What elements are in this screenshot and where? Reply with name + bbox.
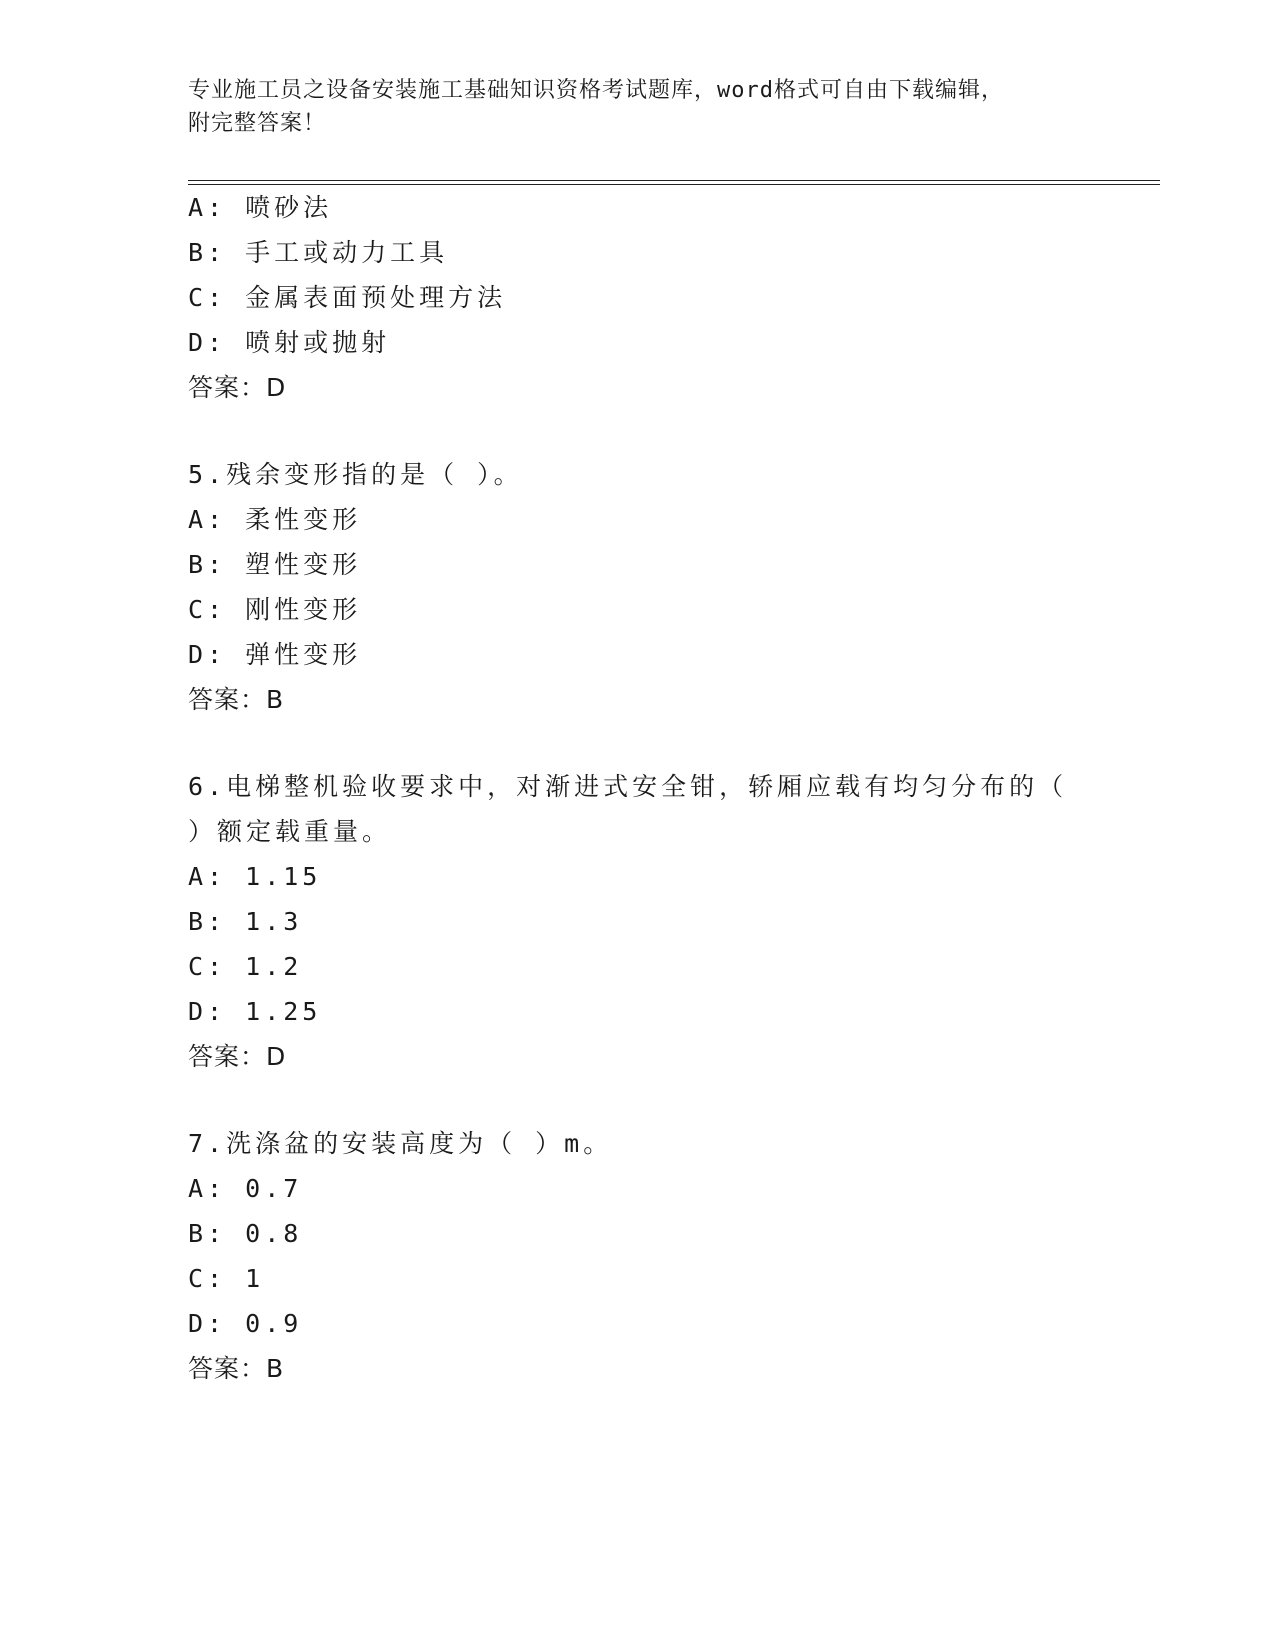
- q5-option-b: B: 塑性变形: [188, 550, 362, 579]
- q4-option-c: C: 金属表面预处理方法: [188, 283, 507, 312]
- q7-option-b: B: 0.8: [188, 1219, 303, 1248]
- q4-option-a: A: 喷砂法: [188, 193, 333, 222]
- q5-option-d: D: 弹性变形: [188, 640, 362, 669]
- q7-option-a: A: 0.7: [188, 1174, 303, 1203]
- header-divider-top: [188, 180, 1160, 181]
- header-line-1: 专业施工员之设备安装施工基础知识资格考试题库，word格式可自由下载编辑，: [188, 78, 1004, 103]
- q6-stem-line-1: 6.电梯整机验收要求中，对渐进式安全钳，轿厢应载有均匀分布的（: [188, 772, 1068, 801]
- q4-option-b: B: 手工或动力工具: [188, 238, 449, 267]
- q5-option-c: C: 刚性变形: [188, 595, 362, 624]
- q6-stem-line-2: ）额定载重量。: [188, 817, 392, 846]
- q5-answer: 答案：B: [188, 685, 285, 714]
- q7-option-d: D: 0.9: [188, 1309, 303, 1338]
- document-header: [188, 74, 1068, 140]
- q4-option-d: D: 喷射或抛射: [188, 328, 391, 357]
- q7-option-c: C: 1: [188, 1264, 265, 1293]
- q5-option-a: A: 柔性变形: [188, 505, 362, 534]
- q6-option-c: C: 1.2: [188, 952, 303, 981]
- q6-answer: 答案：D: [188, 1042, 287, 1071]
- header-divider-bottom: [188, 184, 1160, 185]
- q7-stem: 7.洗涤盆的安装高度为（ ）m。: [188, 1129, 613, 1158]
- header-line-2: 附完整答案！: [188, 111, 327, 136]
- q6-option-b: B: 1.3: [188, 907, 303, 936]
- q6-option-a: A: 1.15: [188, 862, 322, 891]
- q7-answer: 答案：B: [188, 1354, 285, 1383]
- q4-answer: 答案：D: [188, 373, 287, 402]
- q5-stem: 5.残余变形指的是（ ）。: [188, 460, 523, 489]
- q6-option-d: D: 1.25: [188, 997, 322, 1026]
